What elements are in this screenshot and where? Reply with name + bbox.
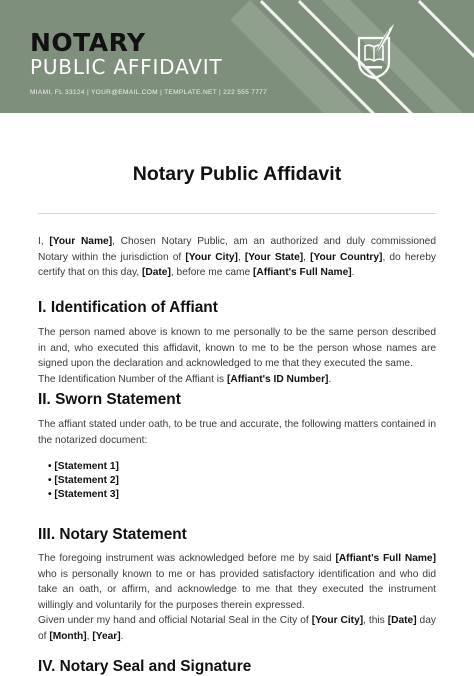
list-item: • [Statement 3] xyxy=(48,489,119,501)
header-title-line2: PUBLIC AFFIDAVIT xyxy=(30,55,223,79)
section-heading-seal-signature: IV. Notary Seal and Signature xyxy=(38,658,252,675)
title-divider xyxy=(38,213,436,214)
header-contact-info: MIAMI, FL 33124 | YOUR@EMAIL.COM | TEMPLATE.NET | 222 555 7777 xyxy=(30,89,268,96)
identification-paragraph: The person named above is known to me personally to be the same person described in and, who executed this affidavit, known to me to be the person whose names are signed upon the declaration and acknowledged to me that they executed the same. The Identification Number of the Affiant is [Affiant's ID Number]. xyxy=(38,327,436,385)
section-heading-sworn-statement: II. Sworn Statement xyxy=(38,391,181,408)
section-heading-notary-statement: III. Notary Statement xyxy=(38,526,187,543)
section-heading-identification: I. Identification of Affiant xyxy=(38,299,218,316)
notary-statement-paragraph: The foregoing instrument was acknowledged before me by said [Affiant's Full Name] who is personally known to me or has provided satisfactory identification and who did take an oath, or affirm, and acknowledge to me that they executed the instrument willingly and voluntarily for the purposes therein expressed. Given under my hand and official Notarial Seal in the City of [Your City], this [Date] day of [Month], [Year]. xyxy=(38,553,436,642)
list-item: • [Statement 2] xyxy=(48,475,119,487)
document-title: Notary Public Affidavit xyxy=(132,163,342,185)
sworn-statement-paragraph: The affiant stated under oath, to be true and accurate, the following matters contained in the notarized document: xyxy=(38,419,436,446)
intro-paragraph: I, [Your Name], Chosen Notary Public, am an authorized and duly commissioned Notary within the jurisdiction of [Your City], [Your State], [Your Country], do hereby certify that on this day, [Date], before me came [Affiant's Full Name]. xyxy=(38,236,437,279)
header-title-line1: NOTARY xyxy=(30,28,146,57)
quill-and-book-shield-icon xyxy=(355,22,395,80)
statement-list xyxy=(48,460,119,503)
header-banner xyxy=(0,0,474,113)
list-item: • [Statement 1] xyxy=(48,461,119,472)
